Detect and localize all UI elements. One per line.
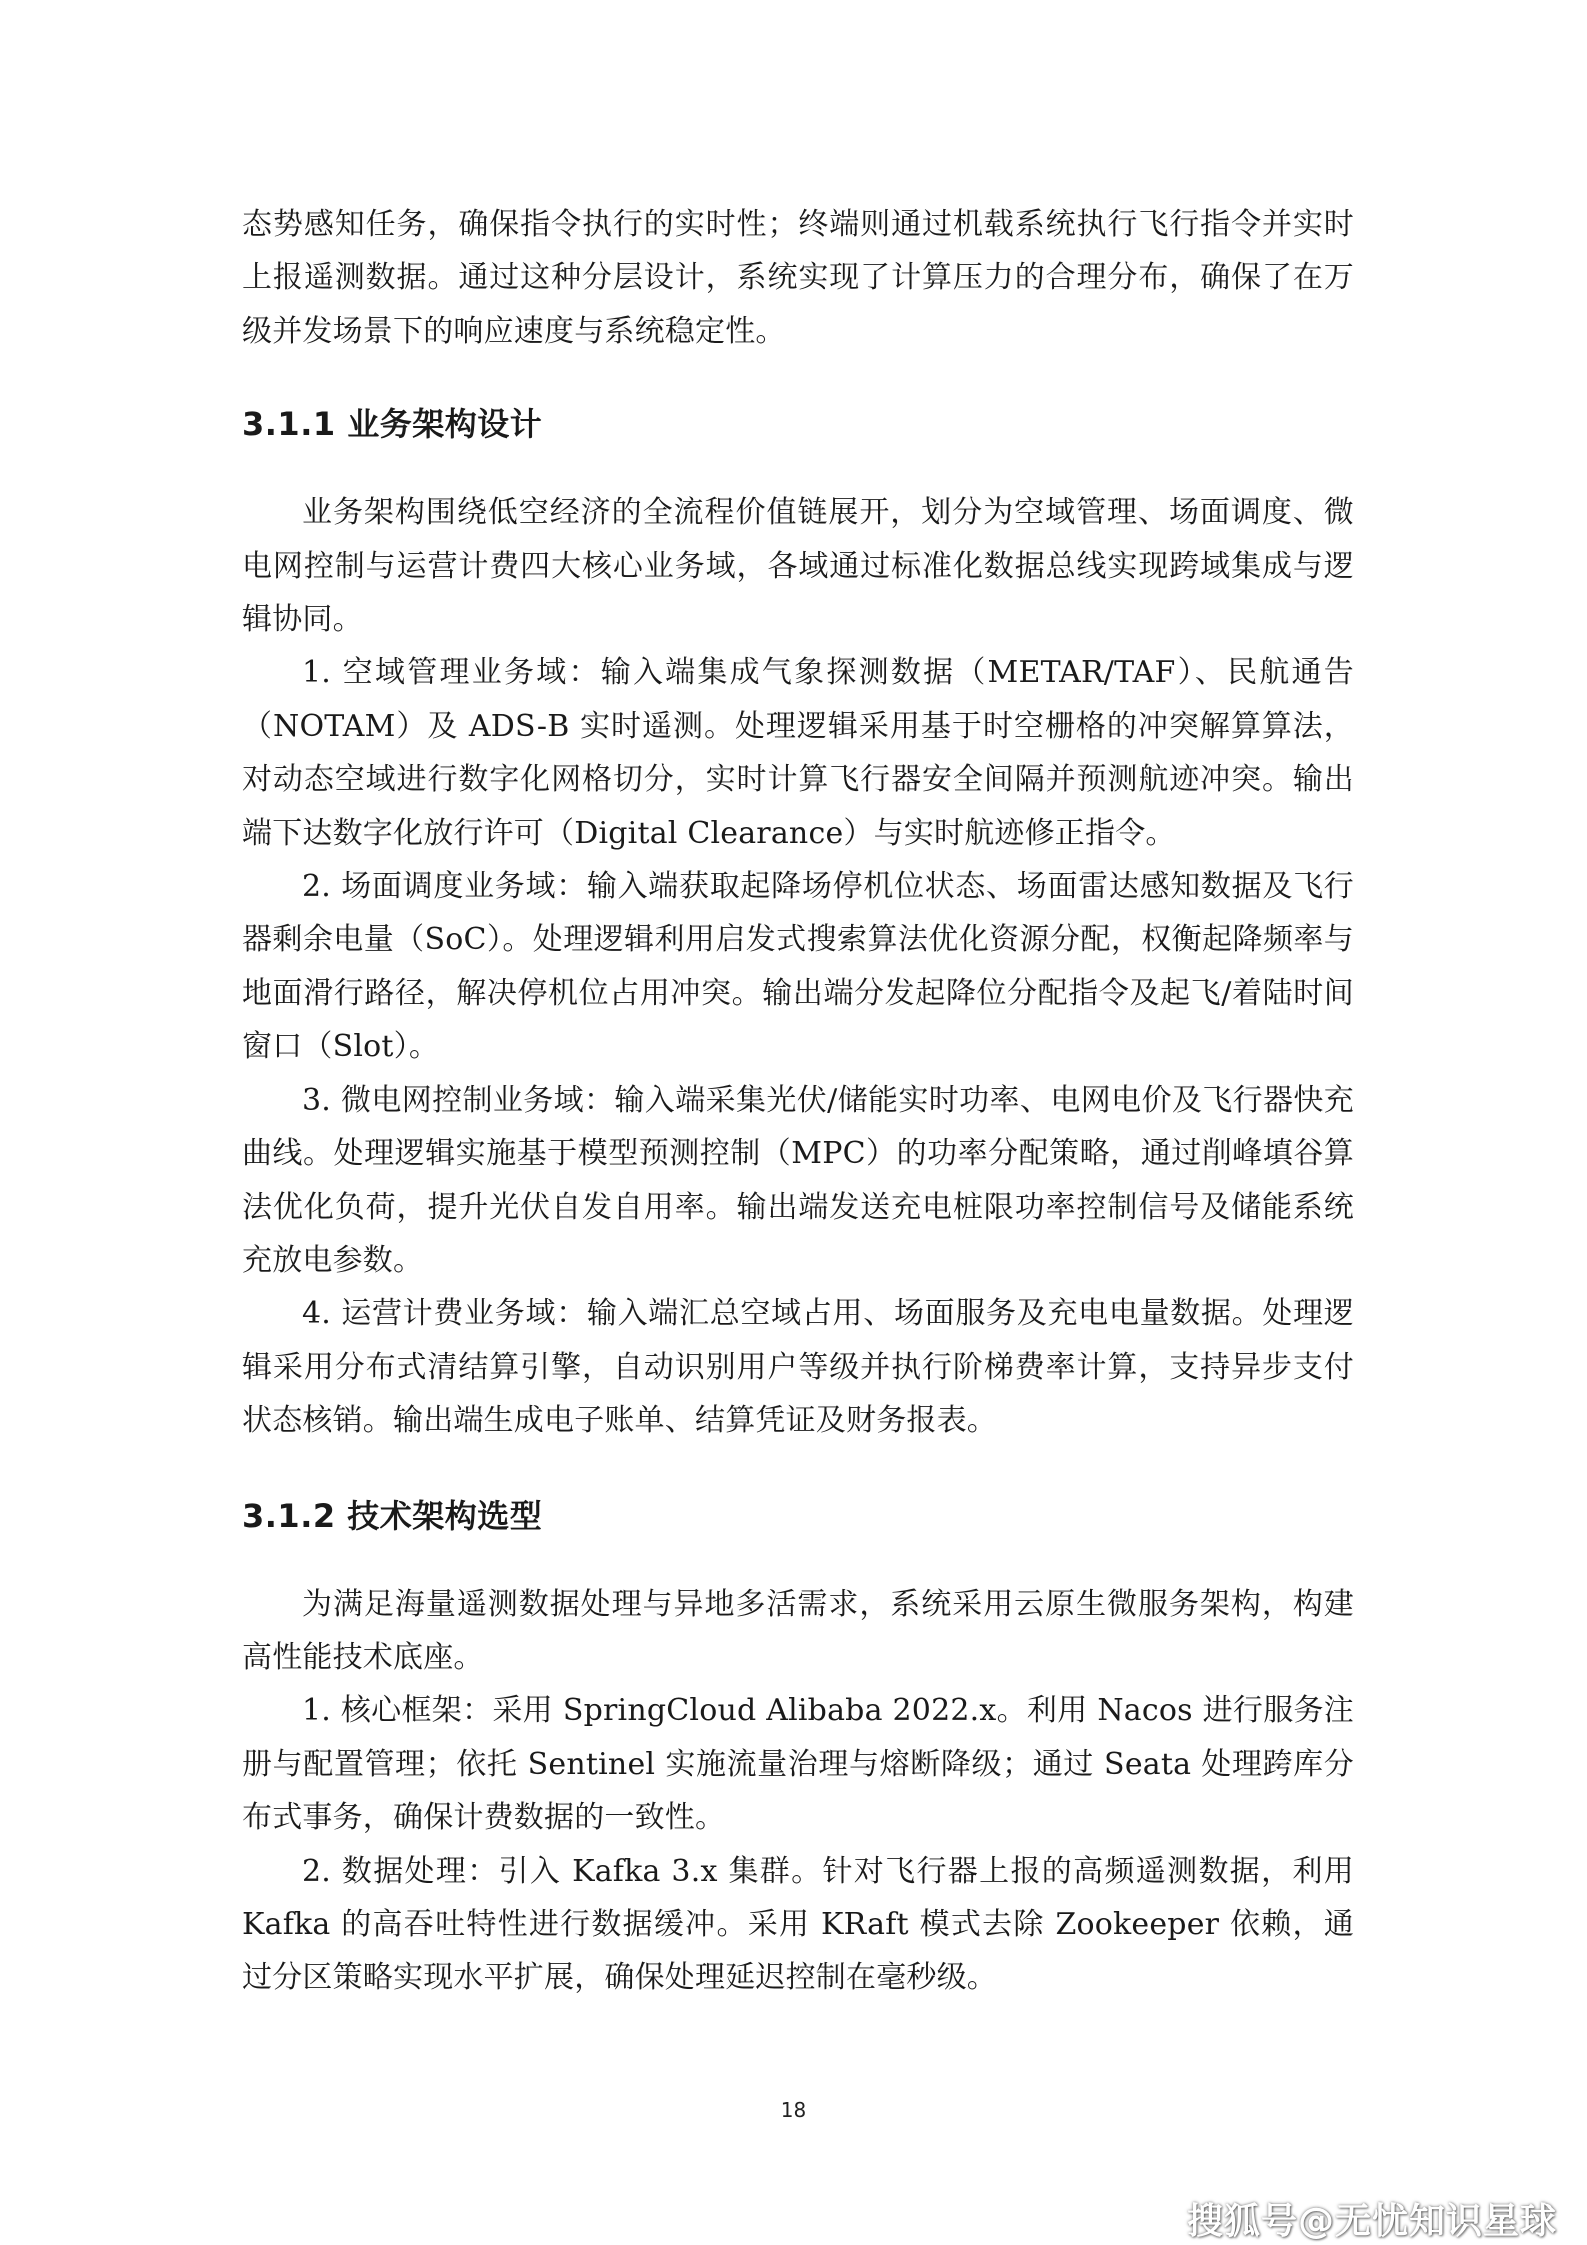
section-1-list-item-4: 4. 运营计费业务域：输入端汇总空域占用、场面服务及充电电量数据。处理逻辑采用分布式清结算引擎，自动识别用户等级并执行阶梯费率计算，支持异步支付状态核销。输出端生成电子账单、结算凭证及财务报表。 <box>242 1296 1354 1439</box>
section-heading-3-1-1: 3.1.1 业务架构设计 <box>242 405 543 444</box>
section-2-list-item-1: 1. 核心框架：采用 SpringCloud Alibaba 2022.x。利用 Nacos 进行服务注册与配置管理；依托 Sentinel 实施流量治理与熔断降级；通过 Seata 处理跨库分布式事务，确保计费数据的一致性。 <box>242 1693 1354 1836</box>
section-heading-3-1-2: 3.1.2 技术架构选型 <box>242 1496 543 1535</box>
section-2-paragraph: 为满足海量遥测数据处理与异地多活需求，系统采用云原生微服务架构，构建高性能技术底座。 <box>242 1586 1354 1675</box>
document-body <box>242 198 1354 2005</box>
section-1-list-item-2: 2. 场面调度业务域：输入端获取起降场停机位状态、场面雷达感知数据及飞行器剩余电量（SoC）。处理逻辑利用启发式搜索算法优化资源分配，权衡起降频率与地面滑行路径，解决停机位占用冲突。输出端分发起降位分配指令及起飞/着陆时间窗口（Slot）。 <box>242 869 1354 1065</box>
section-2-list-item-2: 2. 数据处理：引入 Kafka 3.x 集群。针对飞行器上报的高频遥测数据，利用 Kafka 的高吞吐特性进行数据缓冲。采用 KRaft 模式去除 Zookeeper 依赖，通过分区策略实现水平扩展，确保处理延迟控制在毫秒级。 <box>242 1853 1354 1996</box>
page-number: 18 <box>780 2098 807 2122</box>
section-1-list-item-3: 3. 微电网控制业务域：输入端采集光伏/储能实时功率、电网电价及飞行器快充曲线。处理逻辑实施基于模型预测控制（MPC）的功率分配策略，通过削峰填谷算法优化负荷，提升光伏自发自用率。输出端发送充电桩限功率控制信号及储能系统充放电参数。 <box>242 1082 1354 1278</box>
section-1-list-item-1: 1. 空域管理业务域：输入端集成气象探测数据（METAR/TAF）、民航通告（NOTAM）及 ADS-B 实时遥测。处理逻辑采用基于时空栅格的冲突解算算法，对动态空域进行数字化网格切分，实时计算飞行器安全间隔并预测航迹冲突。输出端下达数字化放行许可（Digital Clearance）与实时航迹修正指令。 <box>242 655 1354 851</box>
watermark: 搜狐号@无忧知识星球 <box>1186 2201 1557 2242</box>
intro-paragraph: 态势感知任务，确保指令执行的实时性；终端则通过机载系统执行飞行指令并实时上报遥测数据。通过这种分层设计，系统实现了计算压力的合理分布，确保了在万级并发场景下的响应速度与系统稳定性。 <box>242 207 1354 349</box>
section-1-paragraph: 业务架构围绕低空经济的全流程价值链展开，划分为空域管理、场面调度、微电网控制与运营计费四大核心业务域，各域通过标准化数据总线实现跨域集成与逻辑协同。 <box>242 495 1354 638</box>
